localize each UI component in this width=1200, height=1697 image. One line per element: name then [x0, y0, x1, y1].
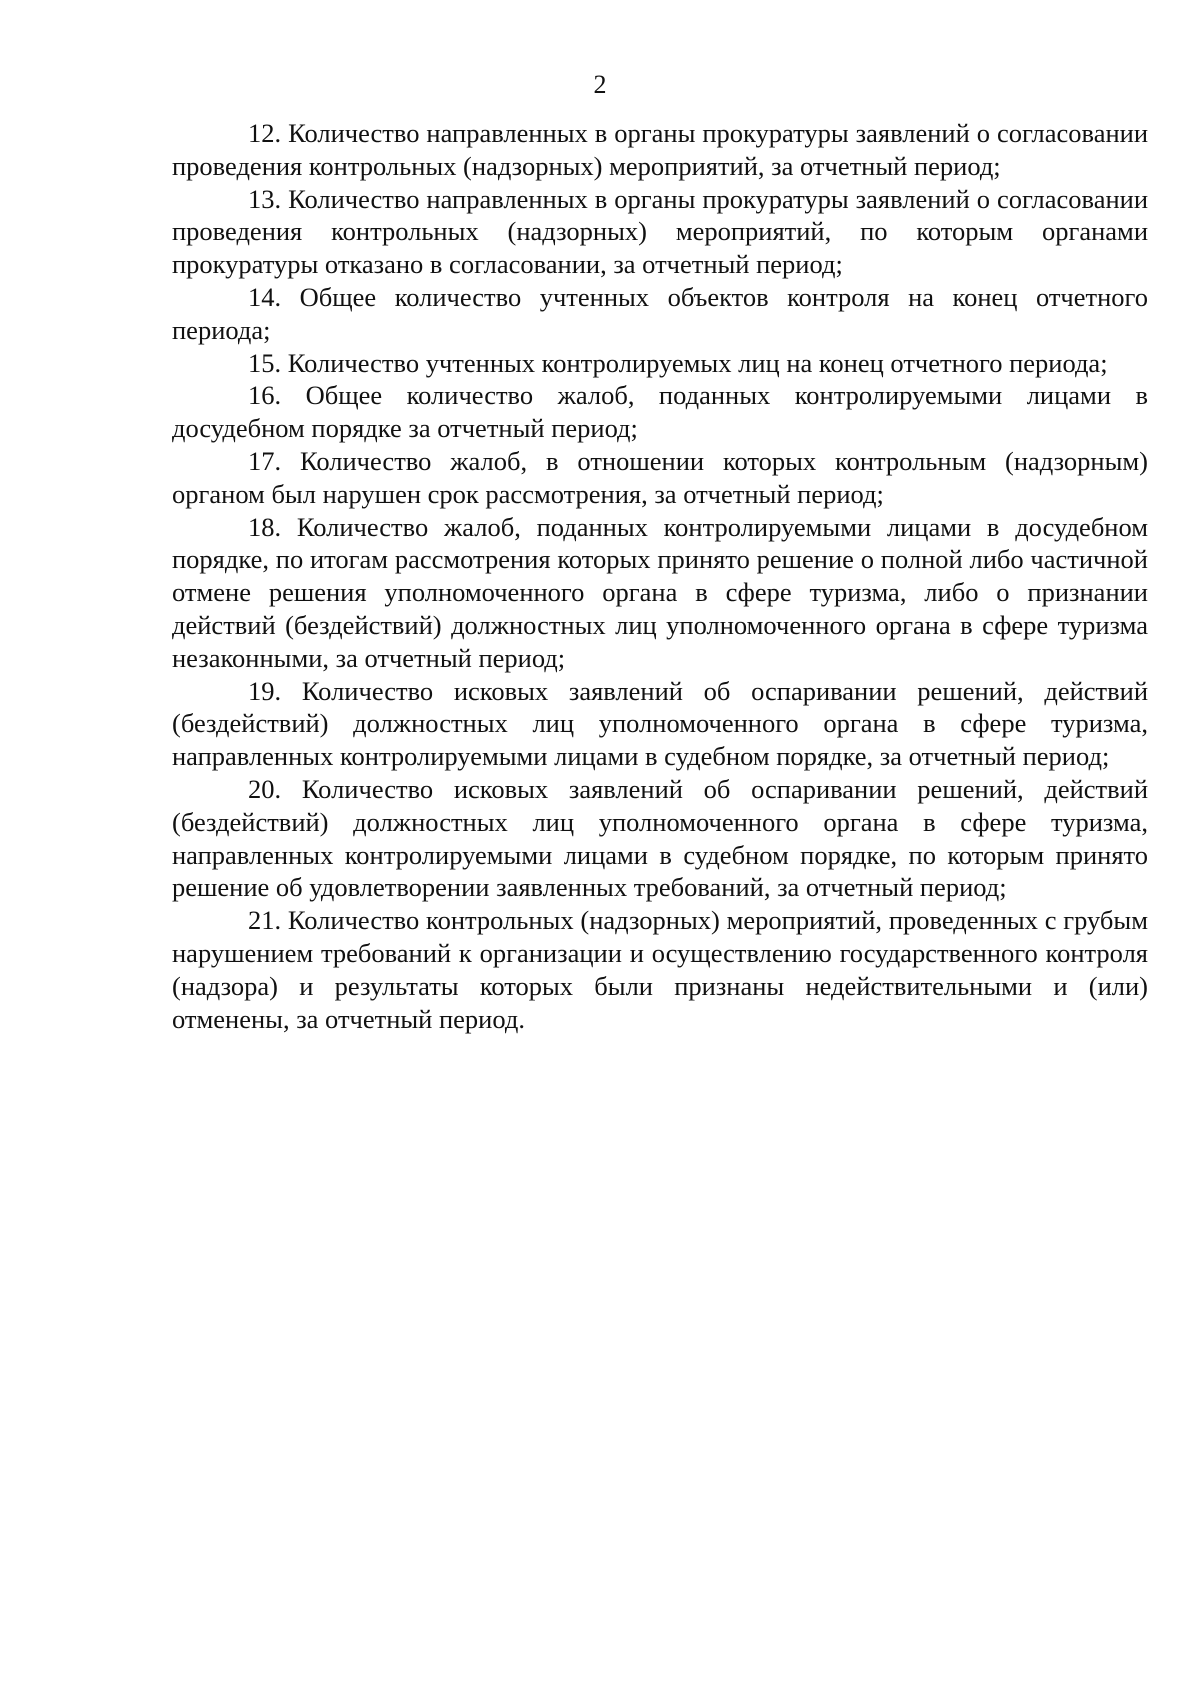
- list-item-14: 14. Общее количество учтенных объектов контроля на конец отчетного периода;: [172, 281, 1148, 345]
- list-item-13: 13. Количество направленных в органы прокуратуры заявлений о согласовании проведения контрольных (надзорных) мероприятий, по которым органами прокуратуры отказано в согласовании, за отчетный период;: [172, 183, 1148, 280]
- list-item-19: 19. Количество исковых заявлений об оспаривании решений, действий (бездействий) должностных лиц уполномоченного органа в сфере туризма, направленных контролируемыми лицами в судебном порядке, за отчетный период;: [172, 675, 1148, 772]
- list-item-20: 20. Количество исковых заявлений об оспаривании решений, действий (бездействий) должностных лиц уполномоченного органа в сфере туризма, направленных контролируемыми лицами в судебном порядке, по которым принято решение об удовлетворении заявленных требований, за отчетный период;: [172, 773, 1148, 903]
- page-number: 2: [593, 70, 607, 99]
- document-body: [172, 117, 1148, 1035]
- list-item-21: 21. Количество контрольных (надзорных) мероприятий, проведенных с грубым нарушением требований к организации и осуществлению государственного контроля (надзора) и результаты которых были признаны недействительными и (или) отменены, за отчетный период.: [172, 905, 1148, 1034]
- list-item-12: 12. Количество направленных в органы прокуратуры заявлений о согласовании проведения контрольных (надзорных) мероприятий, за отчетный период;: [172, 118, 1148, 181]
- list-item-17: 17. Количество жалоб, в отношении которых контрольным (надзорным) органом был нарушен срок рассмотрения, за отчетный период;: [172, 445, 1148, 509]
- list-item-16: 16. Общее количество жалоб, поданных контролируемыми лицами в досудебном порядке за отчетный период;: [172, 380, 1148, 444]
- list-item-15: 15. Количество учтенных контролируемых лиц на конец отчетного периода;: [248, 347, 1108, 378]
- list-item-18: 18. Количество жалоб, поданных контролируемыми лицами в досудебном порядке, по итогам рассмотрения которых принято решение о полной либо частичной отмене решения уполномоченного органа в сфере туризма, либо о признании действий (бездействий) должностных лиц уполномоченного органа в сфере туризма незаконными, за отчетный период;: [172, 511, 1148, 673]
